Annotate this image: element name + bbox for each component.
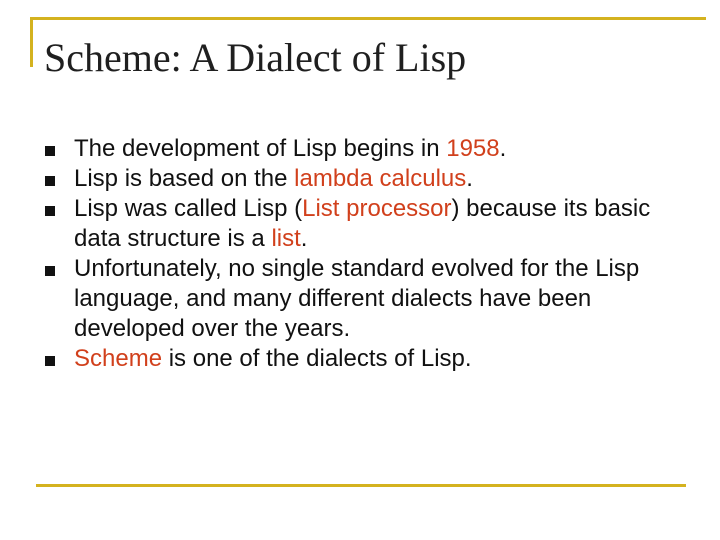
square-bullet-icon (45, 206, 55, 216)
bullet-text: Lisp was called Lisp (List processor) because its basic data structure is a list. (74, 195, 651, 252)
slide-title: Scheme: A Dialect of Lisp (44, 35, 467, 80)
square-bullet-icon (45, 356, 55, 366)
bullet-item (44, 254, 694, 344)
bullet-list (44, 134, 694, 374)
bullet-item (44, 344, 694, 374)
bullet-item (44, 194, 694, 254)
highlight-text: lambda calculus (294, 165, 467, 192)
bullet-text: Unfortunately, no single standard evolved for the Lisp language, and many different dialects have been developed over the years. (74, 255, 640, 342)
highlight-text: Scheme (74, 345, 163, 372)
square-bullet-icon (45, 266, 55, 276)
square-bullet-icon (45, 176, 55, 186)
bullet-item (44, 164, 694, 194)
bullet-text: The development of Lisp begins in 1958. (74, 135, 507, 162)
bullet-text: Scheme is one of the dialects of Lisp. (74, 345, 472, 372)
frame-left-line (30, 17, 33, 67)
square-bullet-icon (45, 146, 55, 156)
bullet-item (44, 134, 694, 164)
bullet-text: Lisp is based on the lambda calculus. (74, 165, 473, 192)
highlight-text: list (271, 225, 301, 252)
frame-bottom-line (36, 484, 686, 487)
frame-top-line (30, 17, 706, 20)
highlight-text: List processor (302, 195, 452, 222)
highlight-text: 1958 (446, 135, 500, 162)
